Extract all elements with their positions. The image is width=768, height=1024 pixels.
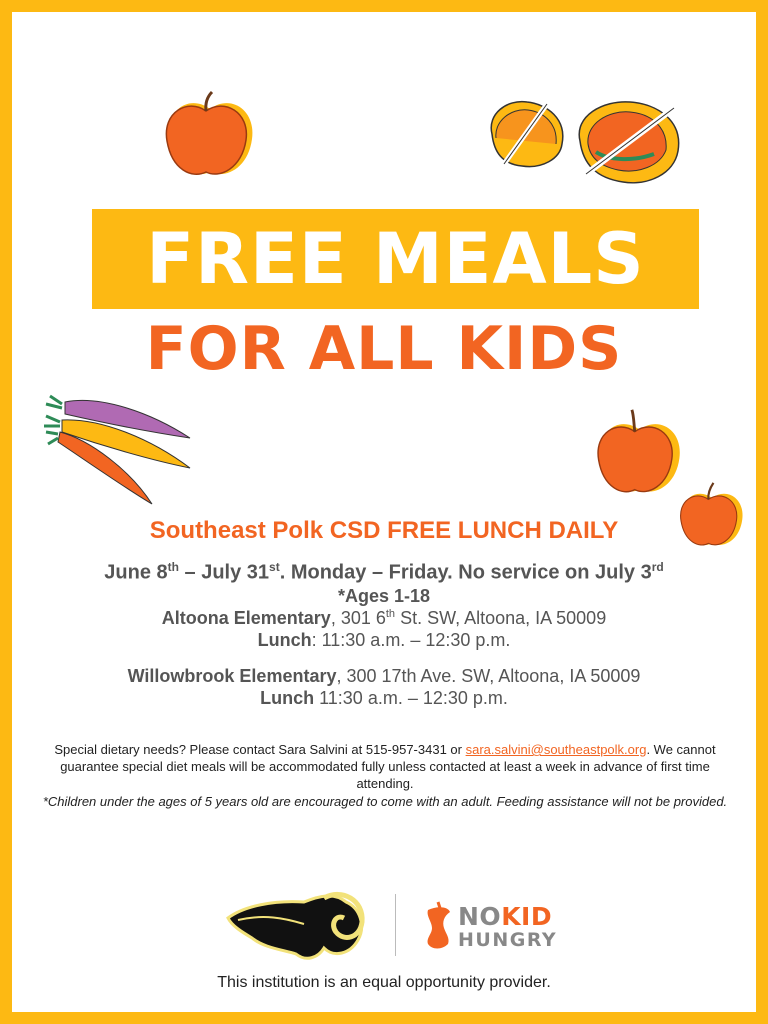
footer-statement: This institution is an equal opportunity provider. [217,974,551,991]
lunch-time: : 11:30 a.m. – 12:30 p.m. [311,630,511,650]
location-willowbrook [12,666,756,687]
date-suffix: th [167,560,179,574]
location-name: Altoona Elementary [161,608,331,628]
lunch-title: Southeast Polk CSD FREE LUNCH DAILY [149,517,619,544]
apple-icon [592,406,687,501]
date-text: June 8 [104,561,168,584]
location-address: St. SW, Altoona, IA 50009 [395,608,607,628]
lunch-label: Lunch [260,688,315,708]
note-text: Special dietary needs? Please contact Sara Salvini at 515-957-3431 or [54,742,466,757]
headline-banner [92,209,699,309]
location-altoona [12,608,756,629]
lunch-time-willowbrook [12,688,756,709]
carrot-icon [40,390,200,510]
ram-logo-icon [224,878,374,968]
address-suffix: th [385,608,396,620]
date-suffix: rd [651,560,664,574]
logo-divider [395,894,396,956]
logo-text-no: NO [458,902,502,931]
subheadline: FOR ALL KIDS [145,314,623,384]
date-text: . Monday – Friday. No service on July 3 [279,561,652,584]
children-note: *Children under the ages of 5 years old are encouraged to come with an adult. Feeding assistance will not be provided. [42,794,728,809]
dietary-note [40,741,730,792]
lunch-label: Lunch [257,630,312,650]
lunch-time-altoona [12,630,756,651]
note-text: . We cannot guarantee special diet meals will be accommodated fully unless contacted at least a week in advance of first time attending. [60,742,716,791]
location-name: Willowbrook Elementary [127,666,337,686]
headline-title: FREE MEALS [146,218,645,300]
date-suffix: st [269,560,280,574]
apple-icon [160,84,260,184]
sandwich-icon [482,94,572,174]
email-link[interactable]: sara.salvini@southeastpolk.org [465,742,647,757]
location-address: , 301 6 [330,608,386,628]
logo-text-hungry: HUNGRY [458,929,558,951]
ages-text: *Ages 1-18 [337,586,431,606]
lunch-time: 11:30 a.m. – 12:30 p.m. [314,688,508,708]
no-kid-hungry-logo [458,902,558,951]
sandwich-icon [568,96,688,188]
apple-core-icon [422,900,454,952]
service-dates [12,560,756,585]
location-address: , 300 17th Ave. SW, Altoona, IA 50009 [336,666,641,686]
date-text: – July 31 [178,561,270,584]
logo-text-kid: KID [501,902,553,931]
